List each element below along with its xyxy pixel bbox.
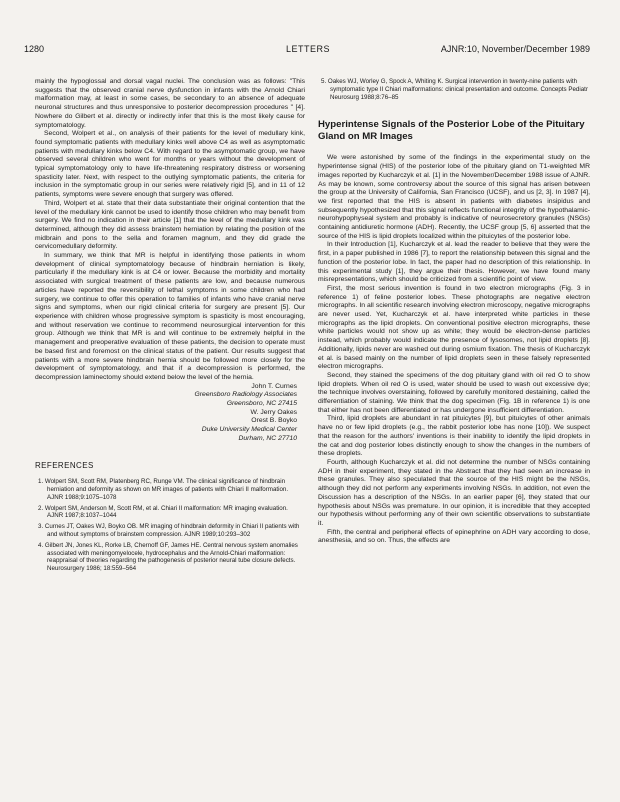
body-paragraph: Fifth, the central and peripheral effects of epinephrine on ADH vary according to dose, anesthesia, and so on. Thus, the effects are — [318, 528, 590, 545]
body-paragraph: We were astonished by some of the findings in the experimental study on the hyperintense signal (HIS) of the posterior lobe of the pituitary gland on T1-weighted MR images reported by Kucharczyk et al. [1] in the November/December 1988 issue of AJNR. As may be known, some controversy about the source of this signal has arisen between the group at the University of California, San Francisco (UCSF), and us [2, 3]. In 1987 [4], we first reported that the HIS is absent in patients with diabetes insipidus and subsequently hypothesized that this signal reflects functional integrity of the hypothalamic-neurohypophyseal system and probably is indicative of neurosecretory granules (NSGs) containing antidiuretic hormone (ADH). Recently, the UCSF group [5, 6] asserted that the source of the HIS is lipid droplets localized within the pituicytes of the posterior lobe. — [318, 154, 590, 240]
section-label: LETTERS — [286, 44, 331, 54]
body-paragraph: Second, Wolpert et al., on analysis of their patients for the level of medullary kink, found symptomatic patients with medullary kinks well above C4 as well as asymptomatic patients with medullary kinks below C4. With regard to the asymptomatic group, we have observed several children who went for months or years without the development of typical symptomatology only to have life-threatening respiratory distress or worsening spasticity later. Next, with respect to the outlying symptomatic patients, the criteria for inclusion in the symptomatic group in our series were relatively rigid [5], and in 11 of 12 patients, symptoms were severe enough that surgery was offered. — [35, 130, 305, 199]
body-paragraph: Third, Wolpert et al. state that their data substantiate their original contention that the level of the medullary kink cannot be used to identify those children who may benefit from surgery. We find no indication in their article [1] that the level of the medullary kink was determined, although they did assess brainstem herniation by relating the position of the midbrain and pons to the sella and foramen magnum, and they did grade the cervicomedullary deformity. — [35, 199, 305, 251]
reference-item: 4. Gilbert JN, Jones KL, Rorke LB, Chernoff GF, James HE. Central nervous system anomalies associated with meningomyelocele, hydrocephalus and the Arnold-Chiari malformation: reappraisal of theories regarding the pathogenesis of posterior neural tube closure defects. Neurosurgery 1986; 18:559–564 — [38, 541, 298, 573]
reference-item: 5. Oakes WJ, Worley G, Spock A, Whiting K. Surgical intervention in twenty-nine patients with symptomatic type II Chiari malformations: clinical presentation and outcome. Concepts Pediatr Neurosurg 1988;8:76–85 — [321, 78, 588, 101]
body-paragraph: Second, they stained the specimens of the dog pituitary gland with oil red O to show lipid droplets. When oil red O is used, water should be used to wash out excessive dye; the technique involves overstaining, followed by carefully monitored destaining, called the differentiation of staining. We think that the dog specimen (Fig. 1B in reference 1) is one that either has not been differentiated or has undergone insufficient differentiation. — [318, 371, 590, 414]
left-column — [35, 78, 305, 576]
author-location: Durham, NC 27710 — [238, 434, 297, 442]
author-name: John T. Curnes — [251, 382, 297, 390]
reference-list — [35, 478, 305, 573]
author-signature — [35, 383, 305, 444]
body-paragraph: Third, lipid droplets are abundant in rat pituicytes [9], but pituicytes of other animals have no or few lipid droplets (e.g., the rabbit posterior lobe has none [10]). We suspect that the reason for the authors' inventions is their inability to identify the lipid droplets in the cat and dog posterior lobes distinctly enough to show the changes in the numbers of these droplets. — [318, 415, 590, 458]
body-paragraph: Fourth, although Kucharczyk et al. did not determine the number of NSGs containing ADH in their experiment, they stated in the Abstract that they had seen an increase in these granules. They also speculated that the source of the HIS might be the NSGs, although they did not perform any experiments involving NSGs. In addition, not even the Discussion has a description of the NSGs. In an earlier paper [6], they stated that our hypothesis about NSGs was premature. In our opinion, it is incredible that they accepted our hypothesis without performing any of their own scientific observations to substantiate it. — [318, 459, 590, 527]
author-name: Orest B. Boyko — [251, 417, 297, 425]
right-column — [318, 78, 590, 546]
references-heading: REFERENCES — [35, 460, 94, 470]
reference-item: 1. Wolpert SM, Scott RM, Platenberg RC, Runge VM. The clinical significance of hindbrain herniation and deformity as shown on MR images of patients with Chiari II malformation. AJNR 1988;9:1075–1078 — [38, 478, 289, 501]
author-affiliation: Greensboro Radiology Associates — [194, 391, 297, 399]
author-location: Greensboro, NC 27415 — [226, 400, 297, 408]
author-affiliation: Duke University Medical Center — [201, 426, 297, 434]
reference-item: 3. Curnes JT, Oakes WJ, Boyko OB. MR imaging of hindbrain deformity in Chiari II patients with and without symptoms of brainstem compression. AJNR 1989;10:293–302 — [38, 523, 300, 539]
reference-item: 2. Wolpert SM, Anderson M, Scott RM, et al. Chiari II malformation: MR imaging evaluation. AJNR 1987;8:1037–1044 — [38, 504, 288, 520]
body-paragraph: First, the most serious invention is found in two electron micrographs (Fig. 3 in reference 1) of feline posterior lobes. These photographs are negative electron micrographs. In all scientific research involving electron microscopy, negative micrographs are never used. Yet, Kucharczyk et al. have interpreted white particles in these micrographs as the lipid droplets. On conventional positive electron micrographs, these white particles would not show up as white; they would be electron-dense particles instead, which probably would indicate the presence of lysosomes, not lipid droplets [8]. Additionally, lipids never are washed out during osmium fixation. The thesis of Kucharczyk et al. is based mainly on the number of lipid droplets seen in these falsely represented electron micrographs. — [318, 284, 590, 371]
journal-citation: AJNR:10, November/December 1989 — [440, 44, 590, 54]
body-paragraph: mainly the hypoglossal and dorsal vagal nuclei. The conclusion was as follows: "This suggests that the observed cranial nerve dysfunction in infants with the Arnold Chiari malformation may, at least in some cases, be secondary to an absence of adequate neuronal structures and thus unresponsive to posterior decompression procedures " [4]. Nowhere do Gilbert et al. directly or indirectly infer that this is the most likely cause for symptomatology. — [35, 78, 305, 129]
author-name: W. Jerry Oakes — [250, 408, 297, 416]
body-paragraph: In summary, we think that MR is helpful in identifying those patients in whom development of clinical symptomatology because of hindbrain herniation is likely, particularly if the medullary kink is at C4 or lower. Because the morbidity and mortality associated with surgical treatment of these patients are low, and because numerous articles have reported the reversibility of lethal symptoms in some children who had surgery, we continue to offer this operation to families of infants who have cranial nerve signs and symptoms, when our rigid clinical criteria for surgery are present [5]. Our experience with children whose progressive symptom is spasticity is most encouraging, and without reservation we continue to recommend neurosurgical intervention for this group. Although we think that MR is and will continue to be extremely helpful in the management and preoperative evaluation of these patients, the decision to operate must be based first and foremost on the clinical status of the patient. Our results suggest that patients with a more severe hindbrain hernia should be followed more closely for the development of symptomatology, and that if a decompression is performed, the decompression laminectomy should extend below the level of the hernia. — [35, 252, 305, 381]
page-number: 1280 — [24, 44, 45, 54]
letter-title: Hyperintense Signals of the Posterior Lobe of the Pituitary Gland on MR Images — [318, 119, 585, 143]
body-paragraph: In their Introduction [1], Kucharczyk et al. lead the reader to believe that they were the first, in a paper published in 1986 [7], to report the relationship between this signal and the function of the posterior lobe. In fact, the paper had no description of this relationship. In this experimental study [1], they argue their thesis. However, we have found many misrepresentations, which should be criticized from a scientific point of view. — [318, 241, 590, 284]
